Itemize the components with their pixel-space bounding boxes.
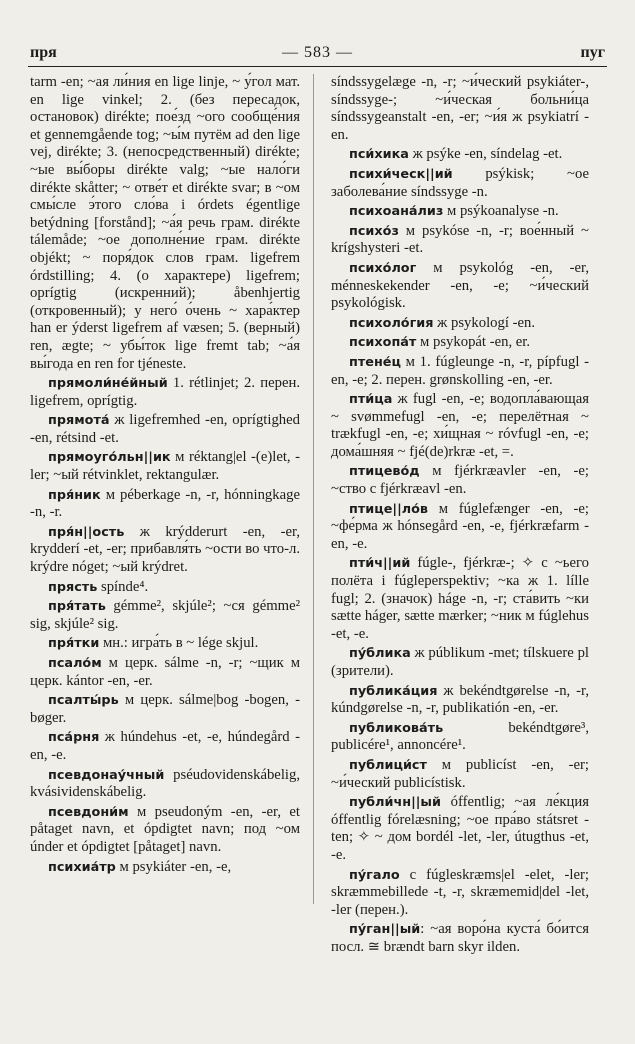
entry-headword: псевдони́м bbox=[48, 804, 129, 820]
entry-text: м fúglefænger -en, -e; ~фе́рма ж hónsegård -en, -e, fjérkræfarm -en, -e. bbox=[331, 500, 589, 552]
dictionary-entry bbox=[331, 645, 589, 680]
dictionary-entry bbox=[331, 354, 589, 389]
left-column bbox=[30, 74, 300, 878]
dictionary-entry bbox=[331, 260, 589, 313]
entry-headword: птице||ло́в bbox=[349, 501, 428, 517]
dictionary-entry bbox=[331, 334, 589, 352]
entry-text: м церк. sálme|bog -bogen, -bøger. bbox=[30, 692, 300, 726]
entry-text: fúgle-, fjérkræ-; ✧ с ~ьего полёта i fúgleperspektiv; ~ка ж 1. lílle fugl; 2. (значок) háge -n, -r; ста́вить ~ки sætte háger, sætte mærker; ~ник м fúglehus -et, -e. bbox=[331, 555, 589, 642]
dictionary-entry bbox=[30, 524, 300, 577]
dictionary-entry bbox=[331, 720, 589, 755]
dictionary-entry bbox=[331, 203, 589, 221]
dictionary-entry bbox=[331, 146, 589, 164]
dictionary-entry bbox=[331, 757, 589, 792]
entry-text: м publicíst -en, -er; ~и́ческий publicístisk. bbox=[331, 756, 589, 791]
dictionary-entry bbox=[331, 463, 589, 498]
entry-headword: пси́хика bbox=[349, 147, 409, 163]
entry-headword: пти́ца bbox=[349, 392, 393, 408]
entry-headword: пря́тать bbox=[48, 599, 106, 615]
entry-text: ж psýke -en, síndelag -et. bbox=[408, 146, 563, 163]
dictionary-entry bbox=[30, 375, 300, 410]
entry-text: м 1. fúgleunge -n, -r, pípfugl -en, -e; 2. перен. grønskolling -en, -er. bbox=[331, 353, 589, 388]
dictionary-entry bbox=[30, 74, 300, 373]
dictionary-entry bbox=[30, 487, 300, 522]
entry-headword: публика́ция bbox=[349, 683, 438, 699]
entry-text: 1. rétlinjet; 2. перен. ligefrem, oprígtig. bbox=[30, 375, 300, 409]
dictionary-entry bbox=[331, 223, 589, 258]
entry-headword: психоло́гия bbox=[349, 315, 434, 331]
dictionary-entry bbox=[331, 794, 589, 864]
entry-headword: психо́лог bbox=[349, 260, 417, 276]
entry-text: м fjérkræavler -en, -e; ~ство с fjérkræavl -en. bbox=[331, 463, 589, 498]
dictionary-entry bbox=[30, 635, 300, 653]
dictionary-entry bbox=[331, 501, 589, 554]
entry-headword: пря́тки bbox=[48, 636, 100, 652]
entry-text: м церк. sálme -n, -r; ~щик м церк. kántor -en, -er. bbox=[30, 655, 300, 689]
entry-text: мн.: игра́ть в ~ lége skjul. bbox=[99, 635, 259, 652]
dictionary-entry bbox=[30, 412, 300, 447]
entry-text: tarm -en; ~ая ли́ния en lige linje, ~ у́гол мат. en lige vinkel; 2. (без пересадок, остановок) dirékte; пое́зд ~ого сообще́ния et gennemgående tog; ~ы́м путём ad den lige vej, dirékte; 3. (непосредственный) dirékte; ~ые вы́боры dirékte valg; ~ые нало́ги dirékte skåtter; ~ отве́т et dirékte svar; в ~ом смы́сле э́того сло́ва i órdets égentlige betýdning [forstånd]; ~а́я речь грам. dirékte tálemåde; ~ое дополне́ние грам. dirékte objékt; ~ поря́док слов грам. ligefrem órdstilling; 4. (о характере) ligefrem; oprígtig (искренний); åbenhjertig (откровенный); у него́ о́чень ~ хара́ктер han er ýderst ligefrem af væsen; 5. (верный) ren, ægte; ~ убы́ток lige fremt tab; ~а́я вы́года en ren for tjéneste. bbox=[30, 74, 300, 372]
entry-headword: псевдонау́чный bbox=[48, 767, 165, 783]
entry-text: ж públikum -met; tílskuere pl (зрители). bbox=[331, 645, 589, 679]
entry-headword: публи́чн||ый bbox=[349, 795, 441, 811]
page-number: — 583 — bbox=[282, 44, 353, 61]
entry-headword: пу́ган||ый bbox=[349, 922, 421, 938]
entry-text: м pseudoným -en, -er, et påtaget navn, et ópdigtet navn; под ~ом únder et ópdigtet [påtaget] navn. bbox=[30, 803, 300, 855]
entry-text: м psykóse -n, -r; вое́нный ~ krígshysteri -et. bbox=[331, 222, 589, 257]
dictionary-entry bbox=[331, 921, 589, 956]
page-header bbox=[24, 42, 611, 64]
dictionary-entry bbox=[331, 315, 589, 333]
entry-text: м péberkage -n, -r, hónningkage -n, -r. bbox=[30, 486, 300, 521]
dictionary-entry bbox=[331, 391, 589, 461]
entry-headword: птицево́д bbox=[349, 464, 420, 480]
dictionary-entry bbox=[30, 655, 300, 690]
entry-text: ж psykologí -en. bbox=[433, 314, 536, 331]
entry-text: spínde⁴. bbox=[97, 578, 149, 595]
entry-headword: публици́ст bbox=[349, 757, 427, 773]
entry-text: ж húndehus -et, -e, húndegård -en, -e. bbox=[30, 729, 300, 763]
entry-headword: прямоуго́льн||ик bbox=[48, 450, 171, 466]
entry-headword: птене́ц bbox=[349, 354, 401, 370]
entry-text: м psykopát -en, er. bbox=[416, 334, 531, 351]
dictionary-entry bbox=[30, 449, 300, 484]
dictionary-entry bbox=[331, 683, 589, 718]
entry-text: síndssygelæge -n, -r; ~и́ческий psykiáter-, síndssyge-; ~и́ческая больни́ца síndssygeanstalt -en, -er; ~и́я ж psykiatrí -en. bbox=[331, 74, 589, 143]
entry-headword: прямота́ bbox=[48, 413, 110, 429]
dictionary-entry bbox=[30, 729, 300, 764]
entry-text: м psykológ -en, -er, ménneskekender -en, -e; ~и́ческий psykológisk. bbox=[331, 259, 589, 312]
entry-text: м psykiáter -en, -e, bbox=[115, 858, 232, 875]
entry-headword: психопа́т bbox=[349, 335, 417, 351]
entry-text: bekéndtgøre³, publicére¹, annoncére¹. bbox=[331, 719, 589, 754]
entry-headword: публикова́ть bbox=[349, 720, 444, 736]
dictionary-entry bbox=[30, 692, 300, 727]
dictionary-entry bbox=[331, 867, 589, 920]
entry-headword: псалты́рь bbox=[48, 693, 119, 709]
entry-text: м psýkoanalyse -n. bbox=[443, 203, 559, 220]
entry-headword: прясть bbox=[48, 579, 98, 595]
entry-text: gémme², skjúle²; ~ся gémme² sig, skjúle² sig. bbox=[30, 598, 300, 632]
entry-headword: пря́ник bbox=[48, 487, 101, 503]
header-first-entry: пря bbox=[30, 44, 57, 61]
entry-text: м réktang|el -(e)let, -ler; ~ый rétvinklet, rektangulær. bbox=[30, 449, 300, 484]
entry-text: óffentlig; ~ая ле́кция óffentlig fórelæsning; ~ое пра́во státsret -ten; ✧ ~ дом bordél -let, -ler, útugthus -et, -e. bbox=[331, 794, 589, 863]
right-column bbox=[331, 74, 589, 959]
dictionary-entry bbox=[30, 767, 300, 802]
entry-text: pséudovidenskábelig, kvásividenskábelig. bbox=[30, 766, 300, 801]
entry-text: : ~ая воро́на куста́ бо́ится посл. ≅ brændt barn skyr ilden. bbox=[331, 921, 589, 955]
entry-headword: психи́ческ||ий bbox=[349, 166, 453, 182]
entry-text: psýkisk; ~ое заболева́ние síndssyge -n. bbox=[331, 165, 589, 200]
entry-headword: психиа́тр bbox=[48, 859, 116, 875]
dictionary-entry bbox=[30, 804, 300, 857]
entry-headword: пса́рня bbox=[48, 730, 100, 746]
dictionary-entry bbox=[30, 598, 300, 633]
entry-headword: психоана́лиз bbox=[349, 204, 444, 220]
entry-text: ж krýdderurt -en, -er, krydderí -et, -er; прибавля́ть ~ости во что-л. krýdre nóget; ~ый krýdret. bbox=[30, 523, 300, 576]
entry-headword: пу́блика bbox=[349, 646, 411, 662]
entry-headword: пти́ч||ий bbox=[349, 556, 411, 572]
dictionary-entry bbox=[331, 555, 589, 643]
entry-headword: прямоли́не́йный bbox=[48, 376, 168, 392]
entry-text: ж ligefremhed -en, oprígtighed -en, rétsind -et. bbox=[30, 412, 300, 446]
column-divider bbox=[313, 74, 314, 904]
entry-text: с fúgleskræms|el -elet, -ler; skræmmebillede -t, -r, skræmemid|del -let, -ler (перен.). bbox=[331, 866, 589, 918]
dictionary-entry bbox=[30, 579, 300, 597]
entry-headword: пу́гало bbox=[349, 867, 400, 883]
header-rule bbox=[28, 66, 607, 67]
header-last-entry: пуг bbox=[580, 44, 605, 61]
dictionary-entry bbox=[30, 859, 300, 877]
dictionary-entry bbox=[331, 74, 589, 144]
entry-text: ж fugl -en, -e; водопла́вающая ~ svømmefugl -en, -e; перелётная ~ trækfugl -en, -e; хи́щная ~ róvfugl -en, -e; дома́шняя ~ fjé(de)rkræ -et, =. bbox=[331, 391, 589, 460]
entry-headword: психо́з bbox=[349, 223, 399, 239]
entry-text: ж bekéndtgørelse -n, -r, kúndgørelse -n, -r, publikatión -en, -er. bbox=[331, 682, 589, 717]
dictionary-entry bbox=[331, 166, 589, 201]
entry-headword: пря́н||ость bbox=[48, 524, 125, 540]
entry-headword: псало́м bbox=[48, 656, 102, 671]
